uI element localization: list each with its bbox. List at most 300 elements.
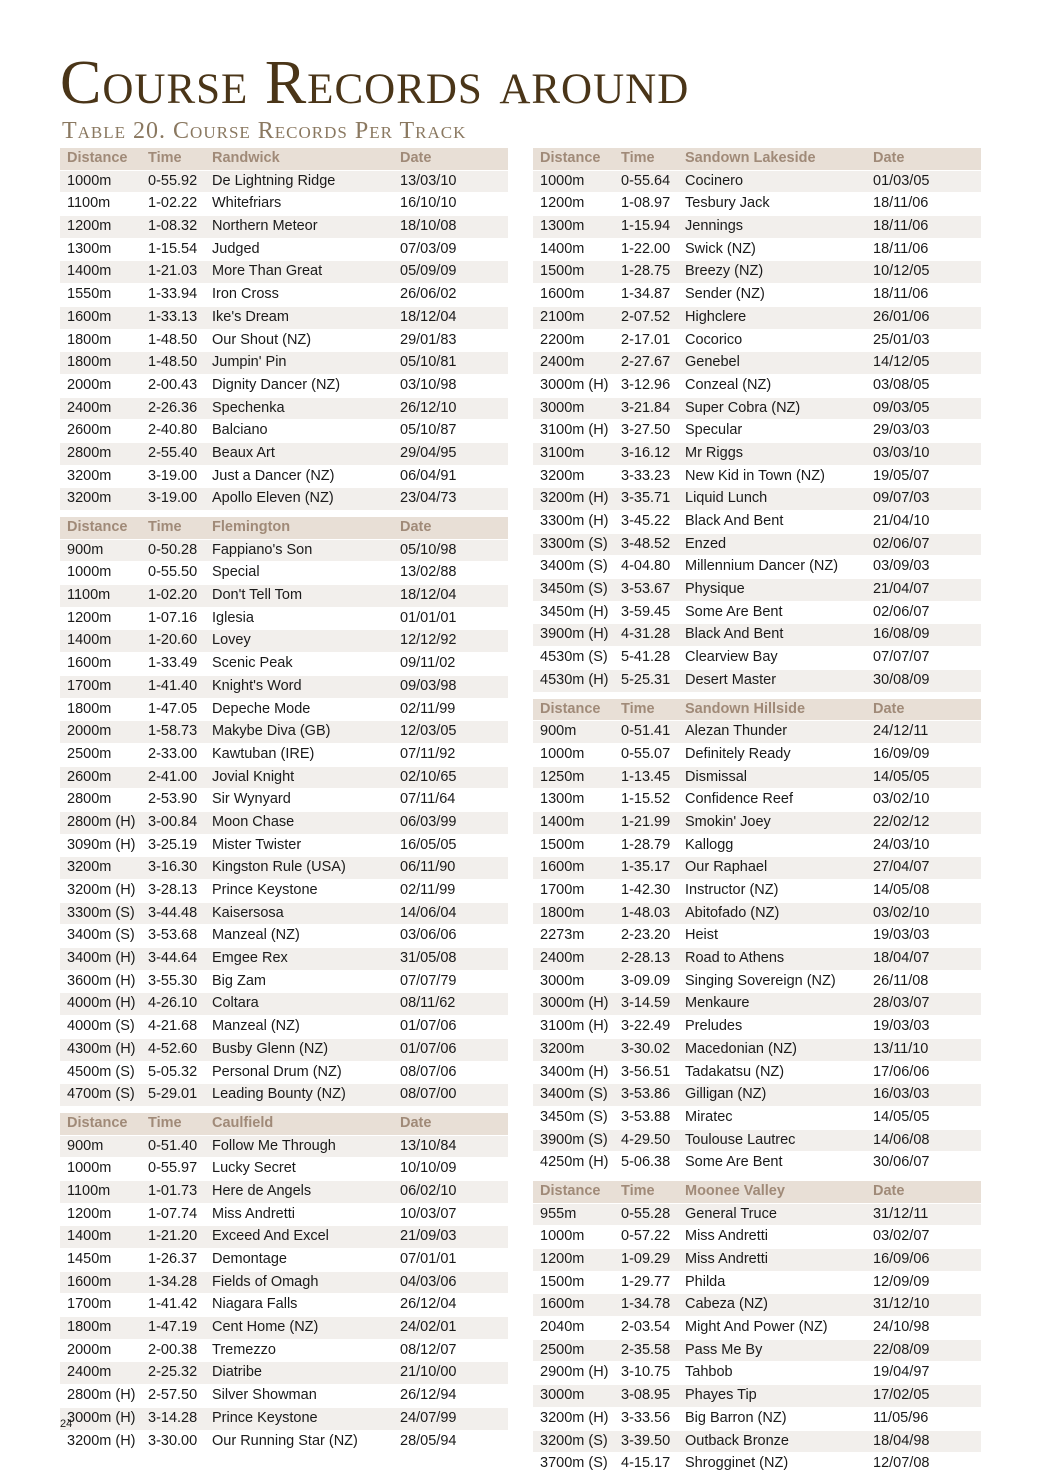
time-cell: 5-41.28 — [621, 649, 671, 666]
table-row — [533, 216, 981, 239]
distance-cell: 2500m — [540, 1341, 585, 1358]
table-row — [533, 352, 981, 375]
time-cell: 1-07.74 — [148, 1205, 198, 1222]
date-cell: 01/03/05 — [873, 172, 930, 189]
time-cell: 3-25.19 — [148, 836, 198, 853]
table-row — [60, 857, 508, 880]
date-cell: 09/11/02 — [400, 655, 456, 672]
horse-name-cell: Liquid Lunch — [685, 490, 768, 507]
horse-name-cell: Shrogginet (NZ) — [685, 1455, 789, 1472]
header-track-name: Sandown Lakeside — [685, 150, 816, 166]
horse-name-cell: Genebel — [685, 354, 740, 371]
time-cell: 3-10.75 — [621, 1364, 671, 1381]
horse-name-cell: Millennium Dancer (NZ) — [685, 558, 839, 575]
distance-cell: 1600m — [67, 308, 112, 325]
date-cell: 26/12/94 — [400, 1387, 457, 1404]
date-cell: 18/11/06 — [873, 195, 929, 212]
time-cell: 2-35.58 — [621, 1341, 671, 1358]
distance-cell: 2100m — [540, 308, 585, 325]
time-cell: 3-48.52 — [621, 535, 671, 552]
header-time: Time — [148, 150, 182, 166]
horse-name-cell: General Truce — [685, 1205, 777, 1222]
distance-cell: 3200m (H) — [67, 1432, 136, 1449]
table-row — [60, 443, 508, 466]
table-row — [60, 585, 508, 608]
date-cell: 03/03/10 — [873, 444, 930, 461]
date-cell: 02/11/99 — [400, 700, 456, 717]
date-cell: 07/01/01 — [400, 1251, 457, 1267]
header-date: Date — [873, 700, 905, 717]
header-date: Date — [400, 1114, 432, 1131]
date-cell: 31/12/10 — [873, 1296, 930, 1313]
horse-name-cell: Mr Riggs — [685, 444, 744, 461]
time-cell: 1-35.17 — [621, 859, 671, 876]
horse-name-cell: Miss Andretti — [685, 1251, 768, 1267]
date-cell: 05/10/87 — [400, 422, 457, 439]
time-cell: 3-08.95 — [621, 1387, 671, 1404]
date-cell: 21/09/03 — [400, 1228, 457, 1245]
table-row — [533, 1408, 981, 1431]
distance-cell: 4530m (S) — [540, 649, 608, 666]
date-cell: 28/05/94 — [400, 1432, 457, 1449]
time-cell: 1-01.73 — [148, 1182, 198, 1199]
track-table-caulfield — [60, 1113, 508, 1453]
header-time: Time — [621, 700, 655, 717]
distance-cell: 1400m — [540, 240, 585, 257]
date-cell: 16/09/06 — [873, 1251, 930, 1267]
horse-name-cell: Dignity Dancer (NZ) — [212, 376, 341, 393]
horse-name-cell: Follow Me Through — [212, 1137, 336, 1154]
date-cell: 16/05/05 — [400, 836, 457, 853]
distance-cell: 1100m — [67, 1182, 111, 1199]
table-row — [60, 216, 508, 239]
distance-cell: 1800m — [67, 700, 112, 717]
distance-cell: 1100m — [67, 195, 111, 212]
horse-name-cell: Prince Keystone — [212, 882, 318, 898]
date-cell: 24/10/98 — [873, 1319, 930, 1336]
page-number: 24 — [60, 1418, 73, 1430]
horse-name-cell: Judged — [212, 240, 260, 257]
table-row — [533, 398, 981, 421]
date-cell: 08/12/07 — [400, 1341, 457, 1358]
time-cell: 2-07.52 — [621, 308, 671, 325]
time-cell: 3-30.00 — [148, 1432, 198, 1449]
horse-name-cell: New Kid in Town (NZ) — [685, 467, 825, 484]
header-track-name: Caulfield — [212, 1114, 274, 1131]
distance-cell: 3300m (S) — [540, 535, 608, 552]
table-row — [60, 1181, 508, 1204]
table-row — [533, 443, 981, 466]
horse-name-cell: Sender (NZ) — [685, 286, 765, 303]
table-row — [60, 630, 508, 653]
distance-cell: 1200m — [540, 195, 585, 212]
distance-cell: 3450m (S) — [540, 581, 608, 598]
table-row — [60, 1062, 508, 1085]
table-row — [533, 1249, 981, 1272]
distance-cell: 900m — [67, 1137, 104, 1154]
time-cell: 1-41.42 — [148, 1296, 198, 1313]
horse-name-cell: Balciano — [212, 422, 268, 439]
table-row — [533, 1317, 981, 1340]
header-distance: Distance — [67, 519, 128, 535]
horse-name-cell: Confidence Reef — [685, 791, 794, 808]
table-row — [533, 971, 981, 994]
time-cell: 1-20.60 — [148, 632, 198, 649]
horse-name-cell: Makybe Diva (GB) — [212, 723, 331, 740]
distance-cell: 3200m — [67, 490, 112, 507]
distance-cell: 3200m — [540, 1040, 585, 1057]
table-row — [533, 993, 981, 1016]
distance-cell: 1600m — [540, 1296, 585, 1313]
date-cell: 18/12/04 — [400, 587, 457, 604]
horse-name-cell: Specular — [685, 422, 743, 439]
horse-name-cell: Scenic Peak — [212, 655, 293, 672]
distance-cell: 1300m — [540, 791, 585, 808]
date-cell: 14/05/05 — [873, 1108, 930, 1125]
table-header-row — [60, 517, 508, 540]
time-cell: 3-53.67 — [621, 581, 671, 598]
date-cell: 04/03/06 — [400, 1273, 457, 1290]
time-cell: 1-33.94 — [148, 286, 198, 303]
date-cell: 12/12/92 — [400, 632, 457, 649]
distance-cell: 2400m — [540, 354, 585, 371]
time-cell: 0-57.22 — [621, 1228, 671, 1245]
horse-name-cell: Diatribe — [212, 1364, 262, 1381]
time-cell: 3-30.02 — [621, 1040, 671, 1057]
date-cell: 07/07/07 — [873, 649, 930, 666]
distance-cell: 3900m (H) — [540, 626, 609, 643]
distance-cell: 1550m — [67, 286, 112, 303]
horse-name-cell: Physique — [685, 581, 745, 598]
date-cell: 31/05/08 — [400, 950, 457, 967]
distance-cell: 1800m — [67, 1319, 112, 1336]
horse-name-cell: Road to Athens — [685, 950, 785, 967]
distance-cell: 1500m — [540, 263, 585, 280]
distance-cell: 3000m (H) — [67, 1409, 136, 1426]
date-cell: 02/06/07 — [873, 603, 930, 620]
horse-name-cell: Jovial Knight — [212, 768, 295, 785]
date-cell: 07/11/92 — [400, 745, 456, 762]
table-row — [60, 261, 508, 284]
distance-cell: 3300m (H) — [540, 513, 609, 529]
header-time: Time — [148, 519, 182, 535]
time-cell: 3-33.23 — [621, 467, 671, 484]
date-cell: 29/03/03 — [873, 422, 930, 439]
time-cell: 1-22.00 — [621, 240, 671, 257]
horse-name-cell: Macedonian (NZ) — [685, 1040, 798, 1057]
time-cell: 2-33.00 — [148, 745, 198, 762]
date-cell: 10/03/07 — [400, 1205, 457, 1222]
horse-name-cell: Ike's Dream — [212, 308, 289, 325]
table-row — [533, 556, 981, 579]
horse-name-cell: Lovey — [212, 632, 251, 649]
header-time: Time — [148, 1114, 182, 1131]
date-cell: 13/11/10 — [873, 1040, 929, 1057]
horse-name-cell: Demontage — [212, 1251, 287, 1267]
table-row — [533, 330, 981, 353]
time-cell: 1-33.13 — [148, 308, 198, 325]
distance-cell: 1200m — [67, 1205, 112, 1222]
header-track-name: Randwick — [212, 150, 280, 166]
distance-cell: 3000m — [540, 399, 585, 416]
horse-name-cell: Philda — [685, 1273, 726, 1290]
date-cell: 09/03/98 — [400, 677, 457, 694]
horse-name-cell: Abitofado (NZ) — [685, 904, 780, 921]
date-cell: 16/03/03 — [873, 1086, 930, 1103]
date-cell: 02/10/65 — [400, 768, 457, 785]
distance-cell: 1000m — [67, 1160, 112, 1177]
time-cell: 0-55.28 — [621, 1205, 671, 1222]
horse-name-cell: Tesbury Jack — [685, 195, 770, 212]
time-cell: 4-15.17 — [621, 1455, 671, 1472]
distance-cell: 900m — [540, 723, 577, 740]
time-cell: 1-48.03 — [621, 904, 671, 921]
date-cell: 13/02/88 — [400, 564, 457, 581]
time-cell: 4-52.60 — [148, 1040, 198, 1057]
horse-name-cell: Our Shout (NZ) — [212, 331, 312, 348]
table-row — [60, 1039, 508, 1062]
table-row — [533, 1107, 981, 1130]
horse-name-cell: Knight's Word — [212, 677, 302, 694]
table-row — [533, 1152, 981, 1175]
horse-name-cell: Big Barron (NZ) — [685, 1409, 787, 1426]
table-row — [533, 1294, 981, 1317]
horse-name-cell: Tadakatsu (NZ) — [685, 1063, 785, 1080]
time-cell: 3-00.84 — [148, 813, 198, 830]
distance-cell: 955m — [540, 1205, 577, 1222]
time-cell: 1-15.52 — [621, 791, 671, 808]
table-row — [533, 835, 981, 858]
date-cell: 18/12/04 — [400, 308, 457, 325]
distance-cell: 4000m (S) — [67, 1018, 135, 1035]
distance-cell: 3400m (S) — [67, 927, 135, 944]
date-cell: 13/10/84 — [400, 1137, 457, 1154]
distance-cell: 4500m (S) — [67, 1063, 135, 1080]
distance-cell: 3400m (S) — [540, 1086, 608, 1103]
horse-name-cell: Apollo Eleven (NZ) — [212, 490, 334, 507]
horse-name-cell: Leading Bounty (NZ) — [212, 1086, 346, 1103]
date-cell: 07/03/09 — [400, 240, 457, 257]
date-cell: 16/09/09 — [873, 745, 930, 762]
date-cell: 19/03/03 — [873, 1018, 930, 1035]
time-cell: 3-55.30 — [148, 972, 198, 989]
time-cell: 4-29.50 — [621, 1131, 671, 1148]
table-row — [533, 744, 981, 767]
table-row — [533, 1362, 981, 1385]
horse-name-cell: Toulouse Lautrec — [685, 1131, 796, 1148]
date-cell: 14/05/08 — [873, 882, 930, 898]
horse-name-cell: Here de Angels — [212, 1182, 312, 1199]
table-row — [60, 562, 508, 585]
header-distance: Distance — [540, 150, 601, 166]
table-row — [60, 653, 508, 676]
distance-cell: 3200m (H) — [67, 882, 136, 898]
table-row — [60, 1362, 508, 1385]
time-cell: 5-05.32 — [148, 1063, 198, 1080]
header-time: Time — [621, 150, 655, 166]
date-cell: 14/06/08 — [873, 1131, 930, 1148]
horse-name-cell: Desert Master — [685, 671, 777, 688]
horse-name-cell: Spechenka — [212, 399, 285, 416]
time-cell: 1-41.40 — [148, 677, 198, 694]
time-cell: 1-02.22 — [148, 195, 198, 212]
table-row — [60, 352, 508, 375]
distance-cell: 2000m — [67, 1341, 112, 1358]
header-track-name: Sandown Hillside — [685, 700, 806, 717]
distance-cell: 1000m — [540, 172, 585, 189]
distance-cell: 1700m — [67, 677, 112, 694]
time-cell: 3-35.71 — [621, 490, 671, 507]
time-cell: 1-47.19 — [148, 1319, 198, 1336]
distance-cell: 1600m — [540, 286, 585, 303]
table-row — [60, 699, 508, 722]
time-cell: 3-21.84 — [621, 399, 671, 416]
distance-cell: 2400m — [67, 399, 112, 416]
distance-cell: 2600m — [67, 768, 112, 785]
distance-cell: 4300m (H) — [67, 1040, 136, 1057]
table-row — [533, 239, 981, 262]
time-cell: 3-44.48 — [148, 904, 198, 921]
table-header-row — [533, 148, 981, 171]
date-cell: 24/02/01 — [400, 1319, 457, 1336]
distance-cell: 3000m (H) — [540, 376, 609, 393]
table-row — [60, 1204, 508, 1227]
table-row — [60, 993, 508, 1016]
time-cell: 1-07.16 — [148, 609, 198, 626]
horse-name-cell: Enzed — [685, 535, 727, 552]
distance-cell: 1500m — [540, 1273, 585, 1290]
table-row — [60, 1084, 508, 1107]
table-row — [60, 466, 508, 489]
time-cell: 0-51.41 — [621, 723, 671, 740]
date-cell: 02/06/07 — [873, 535, 930, 552]
distance-cell: 2200m — [540, 331, 585, 348]
time-cell: 1-34.87 — [621, 286, 671, 303]
table-row — [533, 1226, 981, 1249]
distance-cell: 3200m — [540, 467, 585, 484]
date-cell: 05/09/09 — [400, 263, 457, 280]
time-cell: 5-06.38 — [621, 1154, 671, 1171]
distance-cell: 3100m (H) — [540, 1018, 609, 1035]
horse-name-cell: Manzeal (NZ) — [212, 927, 300, 944]
distance-cell: 2400m — [540, 950, 585, 967]
horse-name-cell: Super Cobra (NZ) — [685, 399, 801, 416]
horse-name-cell: Just a Dancer (NZ) — [212, 467, 335, 484]
date-cell: 25/01/03 — [873, 331, 930, 348]
distance-cell: 2040m — [540, 1319, 585, 1336]
time-cell: 1-29.77 — [621, 1273, 671, 1290]
date-cell: 12/03/05 — [400, 723, 457, 740]
table-row — [60, 193, 508, 216]
time-cell: 1-42.30 — [621, 882, 671, 898]
date-cell: 03/08/05 — [873, 376, 930, 393]
horse-name-cell: Might And Power (NZ) — [685, 1319, 828, 1336]
table-row — [533, 1062, 981, 1085]
date-cell: 26/11/08 — [873, 972, 929, 989]
distance-cell: 3000m — [540, 972, 585, 989]
horse-name-cell: Jumpin' Pin — [212, 354, 287, 371]
time-cell: 5-29.01 — [148, 1086, 198, 1103]
time-cell: 0-55.07 — [621, 745, 671, 762]
date-cell: 10/12/05 — [873, 263, 930, 280]
horse-name-cell: Tahbob — [685, 1364, 733, 1381]
horse-name-cell: Iglesia — [212, 609, 254, 626]
time-cell: 1-58.73 — [148, 723, 198, 740]
track-table-sandown-hillside — [533, 699, 981, 1175]
distance-cell: 4250m (H) — [540, 1154, 609, 1171]
horse-name-cell: Iron Cross — [212, 286, 279, 303]
horse-name-cell: De Lightning Ridge — [212, 172, 336, 189]
date-cell: 06/03/99 — [400, 813, 457, 830]
distance-cell: 2600m — [67, 422, 112, 439]
horse-name-cell: Kingston Rule (USA) — [212, 859, 346, 876]
table-row — [60, 1249, 508, 1272]
horse-name-cell: Heist — [685, 927, 719, 944]
time-cell: 2-03.54 — [621, 1319, 671, 1336]
table-row — [60, 1136, 508, 1159]
distance-cell: 900m — [67, 541, 104, 558]
date-cell: 12/09/09 — [873, 1273, 930, 1290]
table-row — [60, 676, 508, 699]
table-row — [60, 744, 508, 767]
table-row — [60, 767, 508, 790]
date-cell: 30/08/09 — [873, 671, 930, 688]
table-row — [60, 375, 508, 398]
date-cell: 19/05/07 — [873, 467, 930, 484]
time-cell: 3-33.56 — [621, 1409, 671, 1426]
table-row — [533, 284, 981, 307]
time-cell: 1-28.75 — [621, 263, 671, 280]
distance-cell: 1600m — [67, 655, 112, 672]
distance-cell: 1600m — [540, 859, 585, 876]
date-cell: 22/02/12 — [873, 813, 930, 830]
date-cell: 29/04/95 — [400, 444, 457, 461]
date-cell: 14/06/04 — [400, 904, 457, 921]
date-cell: 10/10/09 — [400, 1160, 457, 1177]
time-cell: 3-59.45 — [621, 603, 671, 620]
horse-name-cell: Preludes — [685, 1018, 743, 1035]
header-distance: Distance — [67, 150, 128, 166]
distance-cell: 3200m — [67, 859, 112, 876]
date-cell: 08/07/06 — [400, 1063, 457, 1080]
header-distance: Distance — [67, 1114, 128, 1131]
horse-name-cell: Beaux Art — [212, 444, 275, 461]
date-cell: 21/04/10 — [873, 513, 930, 529]
time-cell: 3-53.68 — [148, 927, 198, 944]
table-row — [533, 1453, 981, 1476]
date-cell: 27/04/07 — [873, 859, 930, 876]
table-row — [60, 1272, 508, 1295]
table-row — [533, 1130, 981, 1153]
date-cell: 18/11/06 — [873, 240, 929, 257]
date-cell: 06/02/10 — [400, 1182, 457, 1199]
table-row — [60, 608, 508, 631]
distance-cell: 1450m — [67, 1251, 112, 1267]
time-cell: 2-53.90 — [148, 791, 198, 808]
time-cell: 2-17.01 — [621, 331, 671, 348]
table-row — [60, 948, 508, 971]
distance-cell: 3700m (S) — [540, 1455, 608, 1472]
table-row — [533, 261, 981, 284]
distance-cell: 1000m — [67, 172, 112, 189]
horse-name-cell: Instructor (NZ) — [685, 882, 779, 898]
table-row — [60, 835, 508, 858]
header-track-name: Moonee Valley — [685, 1182, 785, 1199]
time-cell: 1-08.97 — [621, 195, 671, 212]
time-cell: 1-02.20 — [148, 587, 198, 604]
distance-cell: 1400m — [540, 813, 585, 830]
table-row — [60, 239, 508, 262]
